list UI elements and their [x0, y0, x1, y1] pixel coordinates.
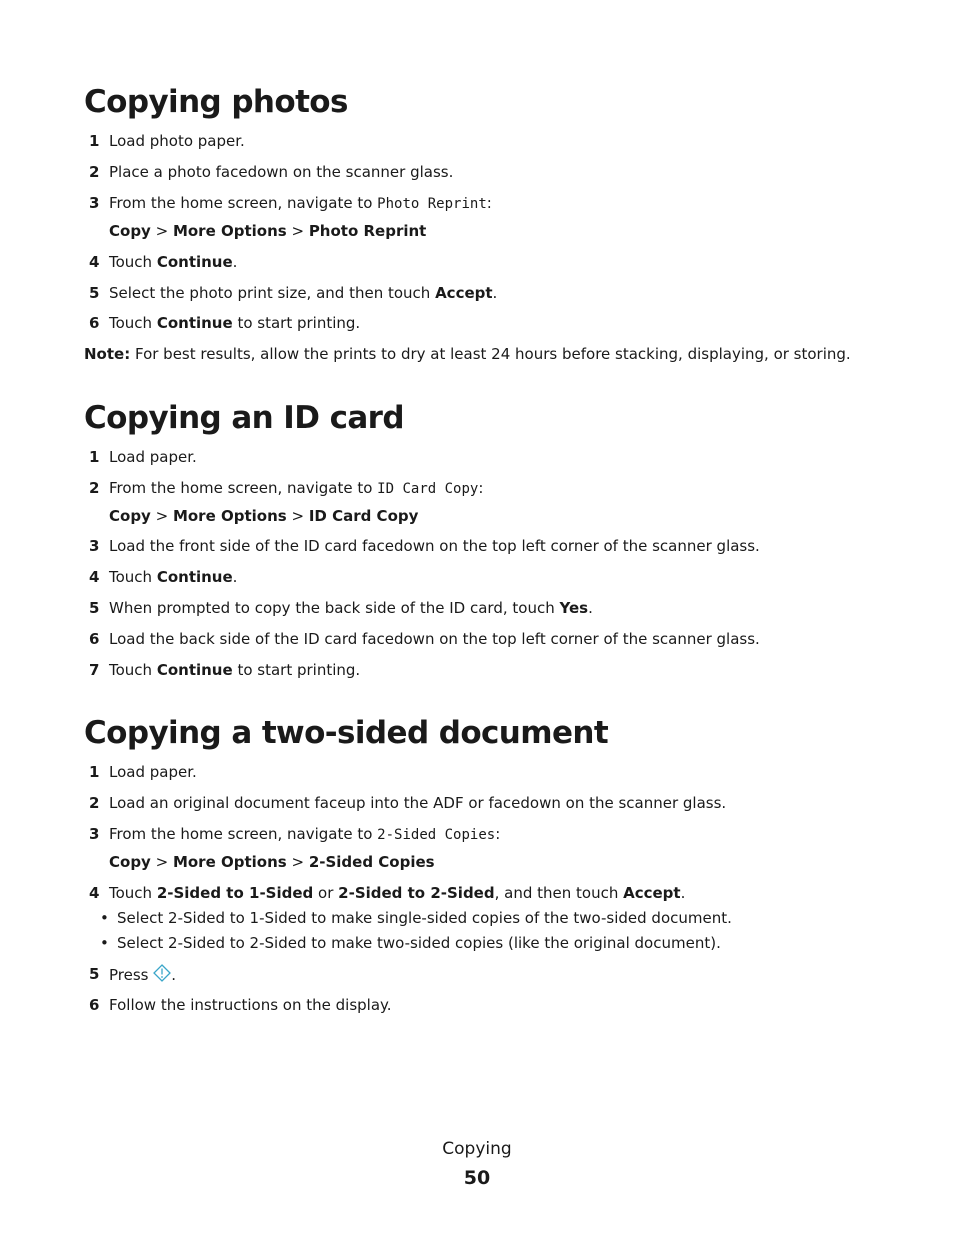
bullet-item: • Select 2-Sided to 1-Sided to make single-sided copies of the two-sided document. — [117, 908, 732, 928]
heading-copying-two-sided: Copying a two-sided document — [84, 715, 609, 751]
heading-copying-id-card: Copying an ID card — [84, 400, 404, 436]
section-copying-id-card: Copying an ID card 1 Load paper. 2 From the home screen, navigate to ID Card Copy: Copy > More Options > ID Card Copy 3 Load the front side of the ID card facedown on the top left corner of the scanner glass. 4 Touch Continue. 5 When prompted to copy the back side of the ID card, touch Yes. 6 Load the back side of the ID card facedown on the top left corner of the scanner glass. 7 Touch Continue to start printing. — [84, 400, 884, 436]
menu-path-code: ID Card Copy — [377, 481, 479, 497]
footer-chapter-title: Copying — [442, 1139, 512, 1159]
section-copying-photos: Copying photos 1 Load photo paper. 2 Place a photo facedown on the scanner glass. 3 From the home screen, navigate to Photo Reprint: Copy > More Options > Photo Reprint 4 Touch Continue. 5 Select the photo print size, and then touch Accept. 6 Touch Continue to start printing. Note: For best results, allow the prints to dry at least 24 hours before stacking, displaying, or storing. — [84, 84, 884, 120]
menu-path-code: Photo Reprint — [377, 196, 487, 212]
note: Note: For best results, allow the prints to dry at least 24 hours before stacking, displaying, or storing. — [84, 345, 851, 363]
bullet-item: • Select 2-Sided to 2-Sided to make two-sided copies (like the original document). — [117, 933, 721, 953]
heading-copying-photos: Copying photos — [84, 84, 348, 120]
start-icon — [153, 964, 171, 987]
menu-path-code: 2-Sided Copies — [377, 827, 496, 843]
section-copying-two-sided: Copying a two-sided document 1 Load paper. 2 Load an original document faceup into the ADF or facedown on the scanner glass. 3 From the home screen, navigate to 2-Sided Copies: Copy > More Options > 2-Sided Copies 4 Touch 2-Sided to 1-Sided or 2-Sided to 2-Sided, and then touch Accept. • Select 2-Sided to 1-Sided to make single-sided copies of the two-sided document. • Select 2-Sided to 2-Sided to make two-sided copies (like the original document). 5 Press . 6 Follow the instructions on the display. — [84, 715, 884, 751]
page-number: 50 — [463, 1167, 491, 1189]
